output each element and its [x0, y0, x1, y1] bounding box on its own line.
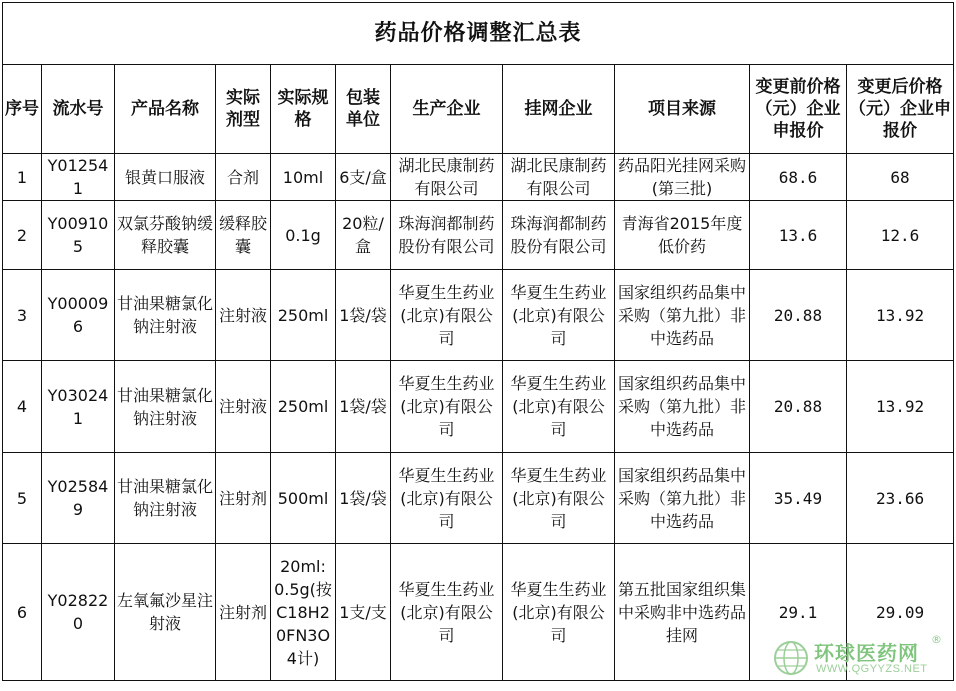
- cell-serial-number: Y012541: [42, 154, 115, 201]
- cell-package-unit: 1袋/袋: [336, 361, 391, 453]
- price-adjustment-table: [2, 2, 954, 681]
- header-row: [3, 65, 954, 154]
- cell-package-unit: 1支/支: [336, 544, 391, 681]
- table-title: 药品价格调整汇总表: [3, 3, 954, 65]
- cell-price-after: 12.6: [847, 201, 954, 270]
- cell-project-source: 国家组织药品集中采购（第九批）非中选药品: [615, 361, 750, 453]
- table-row: [3, 361, 954, 453]
- header-package-unit: 包装单位: [336, 65, 391, 154]
- cell-specification: 250ml: [271, 361, 336, 453]
- cell-price-after: 68: [847, 154, 954, 201]
- cell-package-unit: 1袋/袋: [336, 453, 391, 544]
- cell-serial-number: Y000096: [42, 270, 115, 361]
- cell-manufacturer: 华夏生生药业(北京)有限公司: [391, 453, 503, 544]
- cell-product-name: 甘油果糖氯化钠注射液: [115, 270, 216, 361]
- cell-project-source: 药品阳光挂网采购(第三批): [615, 154, 750, 201]
- header-project-source: 项目来源: [615, 65, 750, 154]
- cell-product-name: 左氧氟沙星注射液: [115, 544, 216, 681]
- cell-serial-number: Y028220: [42, 544, 115, 681]
- cell-project-source: 国家组织药品集中采购（第九批）非中选药品: [615, 453, 750, 544]
- cell-listing-company: 华夏生生药业(北京)有限公司: [503, 270, 615, 361]
- header-specification: 实际规格: [271, 65, 336, 154]
- cell-package-unit: 20粒/盒: [336, 201, 391, 270]
- cell-manufacturer: 华夏生生药业(北京)有限公司: [391, 270, 503, 361]
- cell-specification: 0.1g: [271, 201, 336, 270]
- cell-dosage-form: 注射剂: [216, 544, 271, 681]
- cell-price-before: 20.88: [750, 270, 847, 361]
- cell-specification: 20ml:0.5g(按C18H20FN3O4计): [271, 544, 336, 681]
- cell-index: 5: [3, 453, 42, 544]
- cell-product-name: 双氯芬酸钠缓释胶囊: [115, 201, 216, 270]
- cell-dosage-form: 注射液: [216, 270, 271, 361]
- header-manufacturer: 生产企业: [391, 65, 503, 154]
- cell-project-source: 国家组织药品集中采购（第九批）非中选药品: [615, 270, 750, 361]
- cell-listing-company: 华夏生生药业(北京)有限公司: [503, 544, 615, 681]
- cell-specification: 500ml: [271, 453, 336, 544]
- cell-product-name: 甘油果糖氯化钠注射液: [115, 361, 216, 453]
- watermark-name: 环球医药网: [814, 641, 919, 665]
- cell-listing-company: 湖北民康制药有限公司: [503, 154, 615, 201]
- cell-price-after: 23.66: [847, 453, 954, 544]
- header-product-name: 产品名称: [115, 65, 216, 154]
- cell-package-unit: 1袋/袋: [336, 270, 391, 361]
- cell-package-unit: 6支/盒: [336, 154, 391, 201]
- cell-index: 4: [3, 361, 42, 453]
- cell-index: 2: [3, 201, 42, 270]
- header-serial-number: 流水号: [42, 65, 115, 154]
- cell-price-after: 13.92: [847, 270, 954, 361]
- cell-price-after: 29.09: [847, 544, 954, 681]
- cell-index: 3: [3, 270, 42, 361]
- cell-serial-number: Y025849: [42, 453, 115, 544]
- table-row: [3, 453, 954, 544]
- globe-icon: [772, 639, 810, 677]
- cell-price-before: 68.6: [750, 154, 847, 201]
- header-price-before: 变更前价格（元）企业申报价: [750, 65, 847, 154]
- watermark: [772, 633, 942, 681]
- cell-manufacturer: 华夏生生药业(北京)有限公司: [391, 544, 503, 681]
- cell-product-name: 甘油果糖氯化钠注射液: [115, 453, 216, 544]
- registered-mark: ®: [931, 633, 942, 646]
- cell-price-before: 13.6: [750, 201, 847, 270]
- cell-listing-company: 华夏生生药业(北京)有限公司: [503, 361, 615, 453]
- watermark-url: WWW.QGYYZS.NET: [816, 663, 928, 675]
- cell-index: 1: [3, 154, 42, 201]
- cell-project-source: 第五批国家组织集中采购非中选药品挂网: [615, 544, 750, 681]
- cell-project-source: 青海省2015年度低价药: [615, 201, 750, 270]
- cell-price-before: 20.88: [750, 361, 847, 453]
- cell-index: 6: [3, 544, 42, 681]
- cell-price-before: 35.49: [750, 453, 847, 544]
- cell-serial-number: Y009105: [42, 201, 115, 270]
- cell-price-after: 13.92: [847, 361, 954, 453]
- cell-listing-company: 华夏生生药业(北京)有限公司: [503, 453, 615, 544]
- cell-manufacturer: 华夏生生药业(北京)有限公司: [391, 361, 503, 453]
- cell-specification: 10ml: [271, 154, 336, 201]
- cell-specification: 250ml: [271, 270, 336, 361]
- header-dosage-form: 实际剂型: [216, 65, 271, 154]
- header-listing-company: 挂网企业: [503, 65, 615, 154]
- cell-serial-number: Y030241: [42, 361, 115, 453]
- table-row: [3, 270, 954, 361]
- cell-dosage-form: 注射剂: [216, 453, 271, 544]
- cell-price-before: 29.1: [750, 544, 847, 681]
- cell-listing-company: 珠海润都制药股份有限公司: [503, 201, 615, 270]
- table-row: [3, 154, 954, 201]
- cell-dosage-form: 合剂: [216, 154, 271, 201]
- cell-manufacturer: 珠海润都制药股份有限公司: [391, 201, 503, 270]
- table-row: [3, 201, 954, 270]
- cell-manufacturer: 湖北民康制药有限公司: [391, 154, 503, 201]
- cell-product-name: 银黄口服液: [115, 154, 216, 201]
- header-index: 序号: [3, 65, 42, 154]
- cell-dosage-form: 缓释胶囊: [216, 201, 271, 270]
- header-price-after: 变更后价格（元）企业申报价: [847, 65, 954, 154]
- cell-dosage-form: 注射液: [216, 361, 271, 453]
